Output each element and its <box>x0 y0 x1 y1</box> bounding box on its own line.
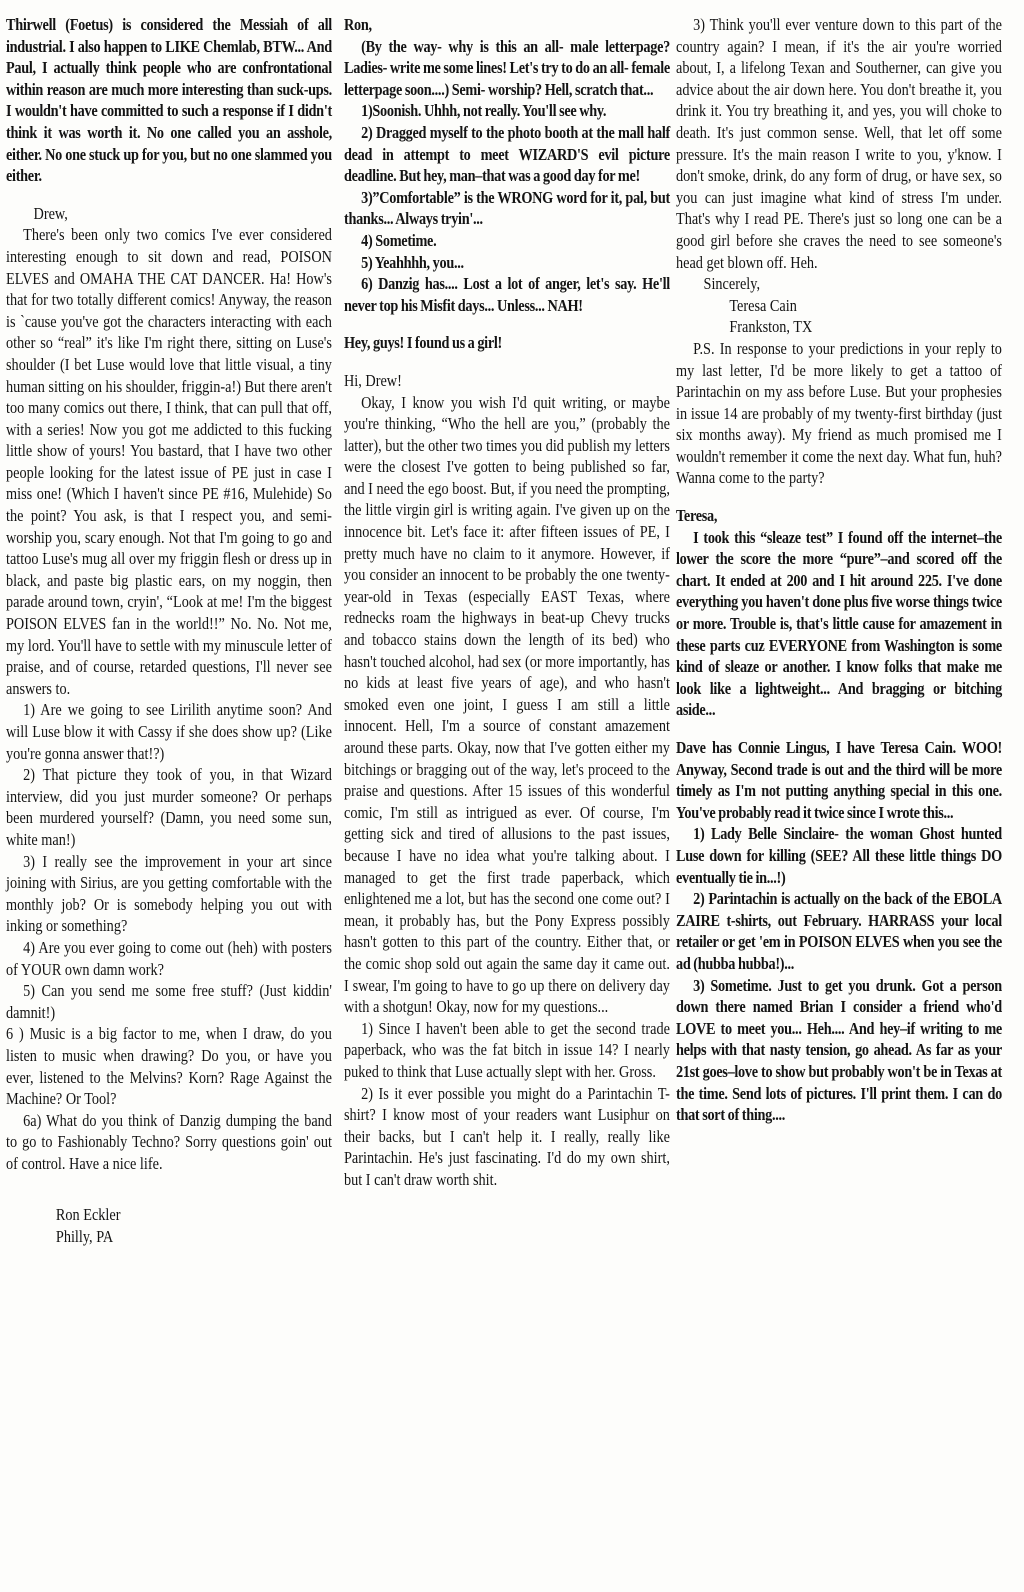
reply-answer: 2) Dragged myself to the photo booth at the mall half dead in attempt to meet WIZARD'S evil picture deadline. But hey, man–that was a good day for me! <box>344 122 670 186</box>
reply-paragraph: Dave has Connie Lingus, I have Teresa Cain. WOO! Anyway, Second trade is out and the third will be more timely as I'm not putting anything special in this one. You've probably read it twice since I wrote this... <box>676 738 1002 822</box>
column-3 <box>676 14 1002 1126</box>
letter-postscript: P.S. In response to your predictions in your reply to my last letter, I'd be more likely to get a tattoo of Parintachin on my ass before Luse. But your prophesies in issue 14 are probably of my twenty-first birthday (just six months away). My friend as much promised me I wouldn't remember it come the next day. What fun, huh? Wanna come to the party? <box>676 338 1002 488</box>
reply-paragraph: I took this “sleaze test” I found off the internet–the lower the score the more “pure”–and scored off the chart. It ended at 200 and I hit around 225. I've done everything you haven't done plus five worse things twice or more. Trouble is, that's little cause for amazement in these parts cuz EVERYONE from Washington is some kind of sleaze or another. I know folks that make me look like a lightweight... And bragging or bitching aside... <box>676 527 1002 720</box>
letter-headline: Hey, guys! I found us a girl! <box>344 333 502 353</box>
letter-salutation: Hi, Drew! <box>344 370 402 390</box>
column-1 <box>6 14 332 1248</box>
reply-answer: 4) Sometime. <box>361 230 437 250</box>
letter-question: 3) I really see the improvement in your art since joining with Sirius, are you getting comfortable with the monthly job? Or is somebody helping you out with inking or something? <box>6 851 332 936</box>
letter-question: 5) Can you send me some free stuff? (Just kiddin' damnit!) <box>6 981 332 1022</box>
reply-answer: 6) Danzig has.... Lost a lot of anger, let's say. He'll never top his Misfit days... Unless... NAH! <box>344 274 670 315</box>
reply-salutation: Ron, <box>344 15 372 34</box>
letter-question: 2) That picture they took of you, in that Wizard interview, did you just murder someone? Or perhaps been murdered yourself? (Damn, you need some sun, white man!) <box>6 765 332 849</box>
letter-closing: Sincerely, <box>703 274 761 294</box>
reply-answer: 3) Sometime. Just to get you drunk. Got a person down there named Brian I consider a friend who'd LOVE to meet you... Heh.... And hey–if writing to me helps with that nasty tension, go ahead. As far as your 21st goes–love to show but probably won't be in Texas at the time. Send lots of pictures. I'll print them. I can do that sort of thing.... <box>676 975 1002 1125</box>
letter-salutation: Drew, <box>33 203 68 223</box>
letter-question: 4) Are you ever going to come out (heh) with posters of YOUR own damn work? <box>6 937 332 979</box>
editor-reply-continuation: Thirwell (Foetus) is considered the Messiah of all industrial. I also happen to LIKE Chemlab, BTW... And Paul, I actually think people who are confrontational within reason are much more interesting than suck-ups. I wouldn't have committed to such a response if I didn't think it was worth it. No one called you an asshole, either. No one stuck up for you, but no one slammed you either. <box>6 15 332 186</box>
letter-question: 2) Is it ever possible you might do a Parintachin T-shirt? I know most of your readers want Lusiphur on their backs, but I can't help it. I really, really like Parintachin. He's just fascinating. I'd do my own shirt, but I can't draw worth shit. <box>344 1083 670 1189</box>
letter-question: 1) Are we going to see Lirilith anytime soon? And will Luse blow it with Cassy if she does show up? (Like you're gonna answer that!?) <box>6 700 332 763</box>
reply-answer: 1) Lady Belle Sinclaire- the woman Ghost hunted Luse down for killing (SEE? All these little things DO eventually tie in...!) <box>676 824 1002 887</box>
reply-intro: (By the way- why is this an all- male letterpage? Ladies- write me some lines! Let's try to do an all- female letterpage soon....) Semi- worship? Hell, scratch that... <box>344 36 670 99</box>
reply-answer: 1)Soonish. Uhhh, not really. You'll see why. <box>361 101 607 121</box>
letter-question: 6a) What do you think of Danzig dumping the band to go to Fashionably Techno? Sorry questions goin' out of control. Have a nice life. <box>6 1110 332 1173</box>
letter-paragraph: Okay, I know you wish I'd quit writing, or maybe you're thinking, “Who the hell are you,” (probably the latter), but the other two times you did publish my letters were the closest I've gotten to being published so far, and I need the ego boost. But, if you need the prompting, the little virgin girl is writing again. I've given up on the innocence bit. Let's face it: after fifteen issues of PE, I pretty much have no claim to it anymore. However, if you consider an innocent to be probably the one twenty-year-old in Texas (especially EAST Texas, where rednecks roam the highways in beat-up Chevy trucks and tobacco stains down the length of its bed) who hasn't touched alcohol, had sex (or more importantly, has no kids at least five years of age), and who hasn't smoked even one joint, I guess I am still a little innocent. Hell, I'm a source of constant amazement around these parts. Okay, now that I've gotten either my bitchings or bragging out of the way, let's proceed to the praise and questions. After 15 issues of this wonderful comic, I'm still as intrigued as ever. Of course, I'm getting sick and tired of allusions to the past issues, because I have no idea what you're talking about. I managed to get the first trade paperback, which enlightened me a lot, but has the second one come out? I mean, it probably has, but the Pony Express possibly hasn't gotten to this part of the country. Either that, or the comic shop sold out again the same day it came out. I swear, I'm going to have to go up there on delivery day with a shotgun! Okay, now for my questions... <box>344 392 670 1017</box>
letter-question: 6 ) Music is a big factor to me, when I draw, do you listen to music when drawing? Do you, or have you ever, listened to the Melvins? Korn? Rage Against the Machine? Or Tool? <box>6 1024 332 1109</box>
reply-answer: 2) Parintachin is actually on the back of the EBOLA ZAIRE t-shirts, out February. HARRASS your local retailer or get 'em in POISON ELVES when you see the ad (hubba hubba!)... <box>676 889 1002 973</box>
reply-answer: 3)”Comfortable” is the WRONG word for it, pal, but thanks... Always tryin'... <box>344 187 670 229</box>
letter-question: 3) Think you'll ever venture down to this part of the country again? I mean, if it's the air you're worried about, I, a lifelong Texan and Southerner, can give you advice about the air down here. You don't breathe it, you drink it. You try breathing it, and yes, you will choke to death. It's just common sense. Well, that let off some pressure. It's the main reason I write to you, y'know. I don't smoke, drink, do any form of drug, or have sex, so you can just imagine what kind of stress I'm under. That's why I read PE. There's just so long one can be a good girl before she craves the need to see someone's head get blown off. Heh. <box>676 15 1002 272</box>
letter-signature-name: Ron Eckler <box>55 1205 121 1225</box>
letter-signature-location: Frankston, TX <box>729 317 813 337</box>
letter-paragraph: There's been only two comics I've ever considered interesting enough to sit down and read, POISON ELVES and OMAHA THE CAT DANCER. Ha! How's that for two totally different comics! Anyway, the reason is `cause you've got the characters interacting with each other so “real” it's like I'm right there, sitting on Luse's shoulder (I bet Luse would love that little visual, a tiny human sitting on his shoulder, friggin-a!) But there aren't too many comics out there, I think, that can pull that off, with a series! Now you got me addicted to this fucking little show of yours! You bastard, that I have two other people looking for the latest issue of PE just in case I miss one! (Which I haven't since PE #16, Mulehide) So the point? You ask, is that I respect you, and semi-worship you, scary enough. Not that I'm going to go and tattoo Luse's mug all over my friggin flesh or dress up in black, and paste big plastic ears, on my noggin, then parade around town, cryin', “Look at me! I'm the biggest POISON ELVES fan in the world!!” No. No. Not me, my lord. You'll have to settle with my minuscule letter of praise, and of course, retarded questions, I'll never see answers to. <box>6 225 332 698</box>
column-2 <box>344 14 670 1190</box>
reply-answer: 5) Yeahhhh, you... <box>361 252 464 272</box>
letter-signature-name: Teresa Cain <box>729 295 797 315</box>
letter-signature-location: Philly, PA <box>55 1227 114 1247</box>
letter-question: 1) Since I haven't been able to get the second trade paperback, who was the fat bitch in issue 14? I nearly puked to think that Luse actually slept with her. Gross. <box>344 1018 670 1081</box>
reply-salutation: Teresa, <box>676 506 718 526</box>
